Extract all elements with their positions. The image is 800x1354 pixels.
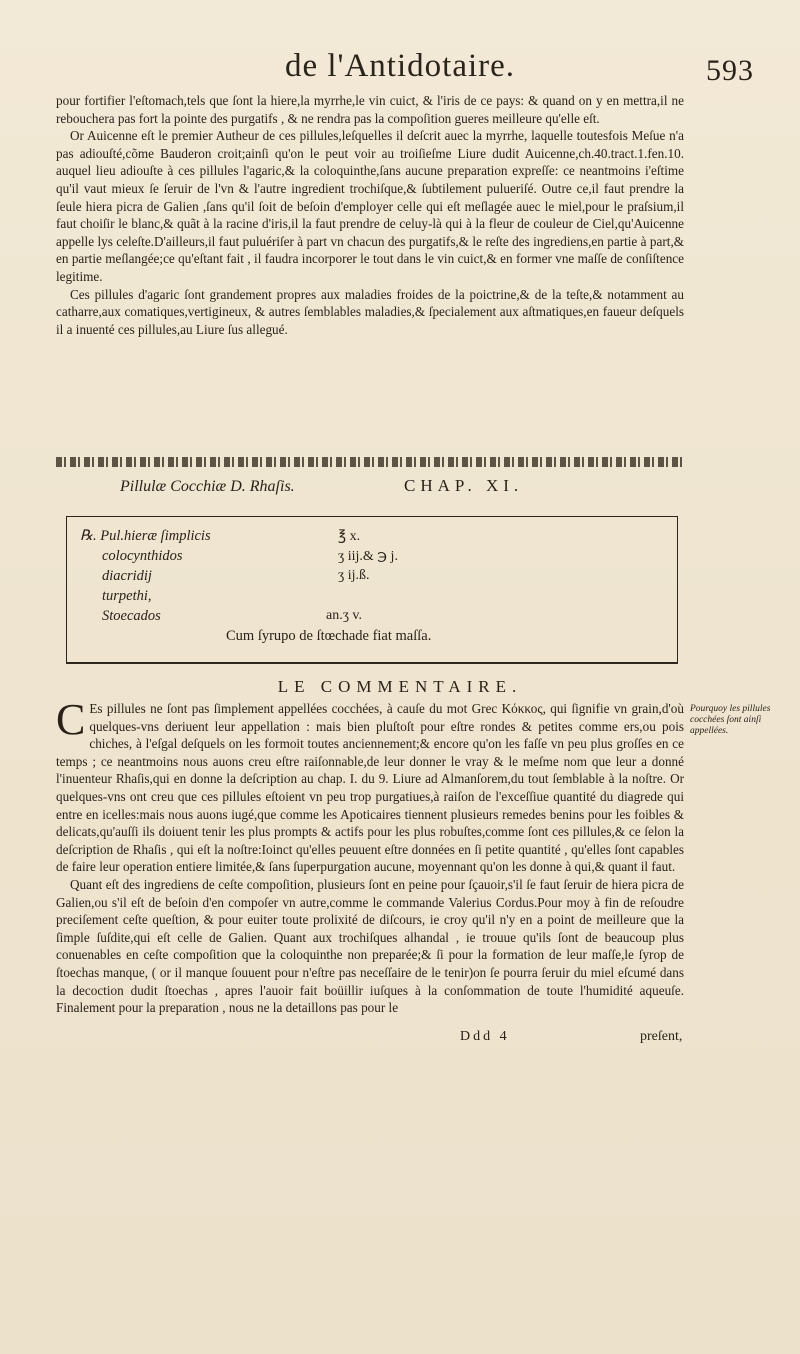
- catchword: preſent,: [640, 1029, 683, 1044]
- recipe-box-bottom-border: [66, 662, 678, 664]
- page-number: 593: [706, 54, 754, 87]
- drop-cap: C: [56, 695, 86, 744]
- recipe-box-right-border: [677, 516, 678, 664]
- recipe-closing: Cum ſyrupo de ſtœchade fiat maſſa.: [226, 628, 432, 644]
- commentaire-paragraph-2: Quant eſt des ingrediens de ceſte compoſition, plusieurs ſont en peine pour ſçauoir,s'il ſe faut ſeruir de hiera picra de Galien,ou s'il eſt de beſoin d'en compoſer vn autre,comme le commande Valerius Cordus.Pour moy à fin de reſoudre preciſement ceſte queſtion, & pour euiter toute prolixité de diſcours, ie croy qu'il n'y en a point de meilleure que la ſimple ſuſdite,qui eſt celle de Galien. Quant aux trochiſques alhandal , ie trouue qu'ils ſont de beaucoup plus conuenables en ceſte compoſition que la coloquinthe non preparée;& ſi pour la formation de leur maſſe,le ſyrop de ſtoechas manque, ( or il manque ſouuent pour n'eſtre pas neceſſaire de le tenir)on ſe pourra ſeruir du miel eſcumé dans la decoction dudit ſtoechas , apres l'auoir fait boüillir iuſques à la conſommation de toute l'humidité aqueuſe. Finalement pour la preparation , nous ne la detaillons pas pour le: [56, 876, 684, 1016]
- recipe-quantity: ʒ ij.ß.: [338, 568, 370, 583]
- recipe-ingredient: ℞. Pul.hieræ ſimplicis: [80, 528, 211, 544]
- recipe-ingredient: diacridij: [102, 568, 152, 584]
- recipe-quantity: ℥ x.: [338, 529, 361, 544]
- recipe-ingredient: turpethi,: [102, 588, 152, 604]
- intro-paragraph-2: Or Auicenne eſt le premier Autheur de ces pillules,leſquelles il deſcrit auec la myrrhe, laquelle toutesfois Meſue n'a pas adiouſté,cõme Bauderon croit;ainſi qu'on le peut voir au troiſieſme Liure dudit Auicenne,ch.40.tract.1.fen.10. auquel lieu adiouſte à ces pillules l'agaric,& la coloquinthe,ſans aucune preparation expreſſe: ce neantmoins i'eſtime qu'il vaut mieux ſe ſeruir de l'vn & l'autre ingredient trochiſque,& ſubtilement pulueriſé. Outre ce,il faut prendre la ſeule hiera picra de Galien ,ſans qu'il ſoit de beſoin d'employer celle qui eſt meſlagée auec le miel,pour le praſsium,il faut choiſir le blanc,& quãt à la racine d'iris,il la faut prendre de celuy-là qui à la fleur de couleur de Ciel,qu'Auicenne appelle lys celeſte.D'ailleurs,il faut puluériſer à part vn chacun des purgatifs,& le reſte des ingrediens,en partie à part,& en partie meſlangée;ce qu'eſtant fait , il faudra incorporer le tout dans le vin cuict,& en former vne maſſe de conſiſtence legitime.: [56, 128, 684, 284]
- ornamental-divider: [56, 457, 684, 467]
- intro-paragraph-3: Ces pillules d'agaric ſont grandement propres aux maladies froides de la poictrine,& de la teſte,& notamment au catharre,aux comatiques,vertigineux, & autres ſemblables maladies,& ſpecialement aux aſtmatiques,en faueur deſquels il a inuenté ces pillules,au Liure ſus allegué.: [56, 286, 684, 337]
- recipe-ingredient: Stoecados: [102, 608, 161, 624]
- signature-mark: Ddd 4: [460, 1029, 510, 1044]
- margin-note: Pourquoy les pillules cocchées ſont ainſi appellées.: [690, 704, 771, 736]
- commentaire-paragraph-1-text: Es pillules ne ſont pas ſimplement appellées cocchées, à cauſe du mot Grec Κόκκος, qui ſignifie vn grain,d'où quelques-vns deriuent leur appellation : mais bien pluſtoſt pour eſtre rondes & petites comme ers,ou pois chiches, à l'eſgal deſquels on les formoit toutes anciennement;& encore qu'on les faſſe vn peu plus groſſes en ce temps ; ce neantmoins nous auons creu eſtre raiſonnable,de leur donner le vray & le meſme nom que leur a donné l'inuenteur Rhaſis,qui en donne la deſcription au chap. I. du 9. Liure ad Almanſorem,du tout ſemblable à la noſtre. Or quelques-vns ont creu que ces pillules eſtoient vn peu trop purgatiues,à raiſon de l'exceſſiue quantité du diagrede qui entre en icelles:mais nous auons iugé,que comme les Apoticaires tiennent plusieurs remedes benins pour les foibles & delicats,qu'auſſi ils doiuent tenir les plus prompts & actifs pour les plus robuſtes,comme ſont ces pillules,& ce ſelon la deſcription de Rhaſis , qui eſt la noſtre:Ioinct qu'elles peuuent eſtre données en ſi petite quantité , qu'elles ſont capables de faire leur operation entiere limitée,& ſans ſuperpurgation aucune, moyennant qu'on les donne à qui,& quant il faut.: [56, 701, 684, 875]
- commentaire-text: [56, 695, 684, 1017]
- intro-paragraph-1: pour fortifier l'eſtomach,tels que ſont la hiere,la myrrhe,le vin cuict, & l'iris de ce pays: & quand on y en mettra,il ne rebouchera pas fort la pointe des purgatifs , & ne rendra pas la compoſition gueres meilleure qu'elle eſt.: [56, 93, 684, 126]
- recipe-title: Pillulæ Cocchiæ D. Rhaſis.: [120, 478, 295, 495]
- intro-text: [56, 92, 684, 338]
- recipe-box-left-border: [66, 516, 67, 664]
- commentaire-heading: LE COMMENTAIRE.: [277, 677, 523, 696]
- recipe-box-top-border: [66, 516, 678, 517]
- recipe-box: [66, 516, 678, 664]
- commentaire-paragraph-1: [56, 695, 684, 876]
- recipe-quantity: an.ʒ v.: [326, 608, 363, 623]
- running-header: [0, 48, 800, 96]
- recipe-quantity: ʒ iij.& ℈ j.: [338, 549, 398, 564]
- chapter-heading: [120, 476, 640, 498]
- recipe-ingredient: colocynthidos: [102, 548, 183, 564]
- chapter-label: CHAP. XI.: [404, 476, 524, 495]
- running-title: de l'Antidotaire.: [284, 48, 516, 84]
